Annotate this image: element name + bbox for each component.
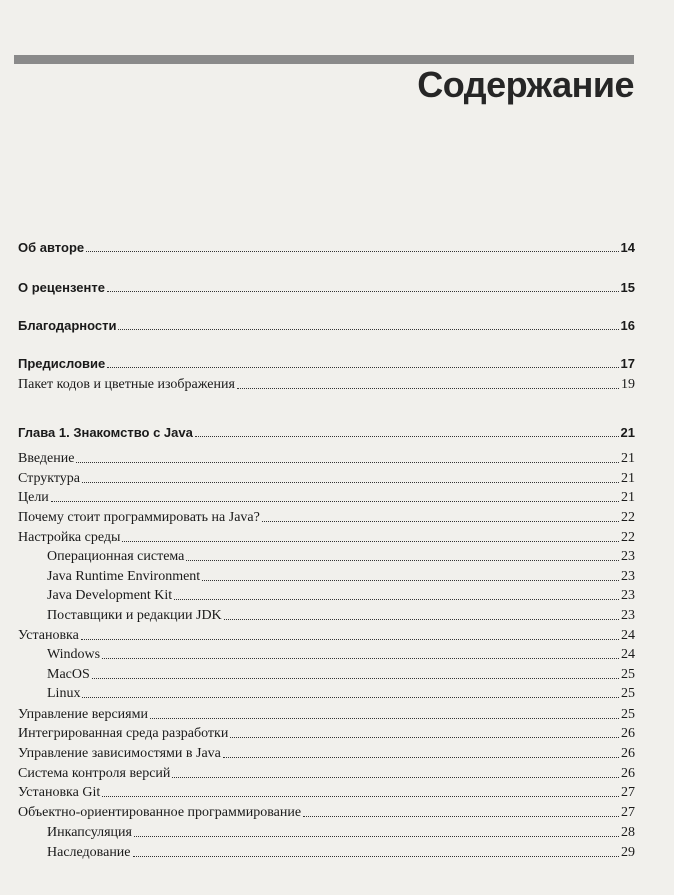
toc-entry-title: Об авторе — [18, 240, 85, 255]
toc-leader-dots — [172, 776, 619, 778]
toc-entry-page: 21 — [621, 451, 635, 466]
toc-entry-title: MacOS — [47, 667, 90, 682]
toc-entry-title: Операционная система — [47, 549, 185, 564]
toc-entry — [18, 604, 635, 624]
toc-entry-title: Объектно-ориентированное программирование — [18, 805, 302, 820]
toc-entry-page: 25 — [621, 667, 635, 682]
toc-entry-title: Linux — [47, 686, 81, 701]
toc-entry — [18, 624, 635, 644]
toc-leader-dots — [122, 540, 619, 542]
toc-entry-page: 21 — [620, 425, 635, 440]
toc-entry-page: 19 — [621, 377, 635, 392]
toc-entry-page: 24 — [621, 628, 635, 643]
toc-entry — [18, 821, 635, 841]
toc-leader-dots — [195, 435, 619, 437]
toc-entry-page: 22 — [621, 530, 635, 545]
toc-entry — [18, 841, 635, 861]
toc-leader-dots — [102, 657, 619, 659]
toc-entry-page: 23 — [621, 549, 635, 564]
toc-leader-dots — [51, 500, 619, 502]
toc-leader-dots — [81, 638, 619, 640]
toc-entry-title: Введение — [18, 451, 75, 466]
toc-entry — [18, 526, 635, 546]
toc-entry-title: Интегрированная среда разработки — [18, 726, 229, 741]
toc-entry — [18, 352, 635, 372]
toc-leader-dots — [174, 598, 619, 600]
toc-entry-page: 17 — [620, 356, 635, 371]
toc-entry — [18, 486, 635, 506]
header-rule — [14, 55, 634, 64]
toc-entry-title: О рецензенте — [18, 280, 105, 295]
page-title: Содержание — [417, 64, 634, 105]
toc-leader-dots — [202, 579, 619, 581]
toc-entry-page: 27 — [621, 785, 635, 800]
toc-leader-dots — [76, 461, 619, 463]
toc-entry-title: Windows — [47, 647, 101, 662]
toc-entry-page: 16 — [620, 318, 635, 333]
toc-entry-title: Предисловие — [18, 356, 106, 371]
toc-leader-dots — [303, 815, 619, 817]
toc-entry — [18, 682, 635, 702]
toc-entry-title: Цели — [18, 490, 49, 505]
toc-leader-dots — [82, 481, 619, 483]
toc-entry-title: Установка — [18, 628, 79, 643]
toc-entry — [18, 742, 635, 762]
toc-leader-dots — [230, 736, 619, 738]
toc-leader-dots — [223, 756, 619, 758]
toc-entry-title: Управление зависимостями в Java — [18, 746, 221, 761]
toc-leader-dots — [150, 717, 619, 719]
toc-entry — [18, 643, 635, 663]
toc-entry-page: 29 — [621, 845, 635, 860]
toc-entry — [18, 762, 635, 782]
toc-entry-title: Структура — [18, 471, 81, 486]
toc-entry-title: Поставщики и редакции JDK — [47, 608, 222, 623]
toc-entry — [18, 722, 635, 742]
toc-leader-dots — [133, 855, 619, 857]
toc-leader-dots — [86, 250, 618, 252]
toc-leader-dots — [134, 835, 619, 837]
toc-entry-title: Инкапсуляция — [47, 825, 132, 840]
toc-leader-dots — [224, 618, 619, 620]
toc-entry-page: 25 — [621, 707, 635, 722]
toc-entry — [18, 545, 635, 565]
toc-entry-title: Настройка среды — [18, 530, 121, 545]
toc-entry — [18, 467, 635, 487]
toc-leader-dots — [237, 387, 619, 389]
toc-entry — [18, 801, 635, 821]
toc-entry — [18, 781, 635, 801]
toc-entry-title: Управление версиями — [18, 707, 148, 722]
toc-entry — [18, 447, 635, 467]
toc-entry-page: 23 — [621, 608, 635, 623]
toc-entry-page: 26 — [621, 726, 635, 741]
toc-entry-title: Установка Git — [18, 785, 101, 800]
toc-entry — [18, 663, 635, 683]
toc-entry-page: 26 — [621, 766, 635, 781]
toc-entry — [18, 276, 635, 296]
toc-entry-page: 27 — [621, 805, 635, 820]
toc-entry-title: Благодарности — [18, 318, 117, 333]
toc-entry — [18, 584, 635, 604]
toc-leader-dots — [92, 677, 619, 679]
toc-entry — [18, 421, 635, 441]
toc-entry-page: 21 — [621, 471, 635, 486]
toc-entry-page: 26 — [621, 746, 635, 761]
toc-leader-dots — [107, 290, 619, 292]
toc-entry-page: 24 — [621, 647, 635, 662]
toc-entry-page: 23 — [621, 569, 635, 584]
toc-entry-title: Java Development Kit — [47, 588, 173, 603]
toc-entry — [18, 314, 635, 334]
toc-entry-page: 28 — [621, 825, 635, 840]
toc-entry — [18, 506, 635, 526]
toc-entry-title: Java Runtime Environment — [47, 569, 201, 584]
toc-leader-dots — [186, 559, 619, 561]
toc-entry-page: 22 — [621, 510, 635, 525]
toc-entry-title: Почему стоит программировать на Java? — [18, 510, 260, 525]
toc-entry — [18, 373, 635, 393]
toc-entry-title: Наследование — [47, 845, 131, 860]
toc-entry-page: 21 — [621, 490, 635, 505]
toc-entry — [18, 565, 635, 585]
toc-entry-page: 15 — [620, 280, 635, 295]
toc-leader-dots — [262, 520, 619, 522]
toc-entry-title: Пакет кодов и цветные изображения — [18, 377, 235, 392]
toc-entry-page: 25 — [621, 686, 635, 701]
toc-leader-dots — [107, 366, 618, 368]
toc-entry-page: 23 — [621, 588, 635, 603]
toc-entry-title: Система контроля версий — [18, 766, 171, 781]
toc-leader-dots — [118, 328, 618, 330]
toc-entry-page: 14 — [620, 240, 635, 255]
toc-leader-dots — [102, 795, 619, 797]
toc-entry-title: Глава 1. Знакомство с Java — [18, 425, 193, 440]
toc-leader-dots — [82, 696, 619, 698]
toc-entry — [18, 703, 635, 723]
toc-entry — [18, 236, 635, 256]
